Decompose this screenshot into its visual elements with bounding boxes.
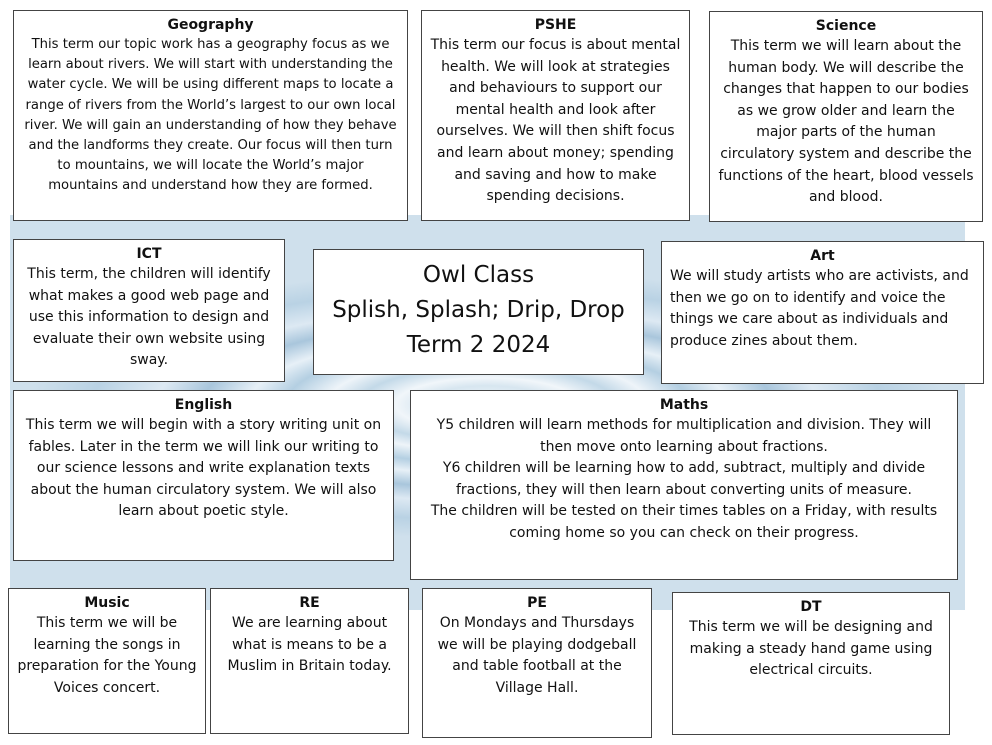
pe-heading: PE — [527, 595, 547, 611]
dt-text: This term we will be designing and making a steady hand game using electrical circuits. — [689, 619, 933, 679]
re-heading: RE — [299, 595, 320, 611]
re-text: We are learning about what is means to be a Muslim in Britain today. — [227, 615, 392, 675]
science-box — [709, 11, 983, 222]
geography-text: This term our topic work has a geography focus as we learn about rivers. We will start with understanding the water cycle. We will be using different maps to locate a range of rivers from the World’s largest to our own local river. We will gain an understanding of how they behave and the landforms they create. Our focus will then turn to mountains, we will locate the World’s major mountains and understand how they are formed. — [24, 37, 397, 194]
ict-text: This term, the children will identify what makes a good web page and use this information to design and evaluate their own website using sway. — [27, 266, 271, 369]
maths-text-y5: Y5 children will learn methods for multiplication and division. They will then move onto learning about fractions. — [436, 417, 932, 455]
class-name-title: Owl Class — [422, 262, 535, 288]
dt-box — [672, 592, 950, 735]
science-text: This term we will learn about the human body. We will describe the changes that happen to our bodies as we grow older and learn the major parts of the human circulatory system and describe the functions of the heart, blood vessels and blood. — [718, 38, 974, 206]
maths-text-times-tables: The children will be tested on their times tables on a Friday, with results coming home so you can check on their progress. — [430, 503, 938, 541]
english-text: This term we will begin with a story writing unit on fables. Later in the term we will link our writing to our science lessons and write explanation texts about the human circulatory system. We will also learn about poetic style. — [25, 417, 382, 520]
maths-text-y6: Y6 children will be learning how to add, subtract, multiply and divide fractions, they will then learn about converting units of measure. — [442, 460, 926, 498]
english-heading: English — [174, 397, 233, 413]
pshe-text: This term our focus is about mental health. We will look at strategies and behaviours to support our mental health and look after ourselves. We will then shift focus and learn about money; spending and saving and how to make spending decisions. — [430, 37, 681, 205]
art-heading: Art — [810, 248, 835, 264]
pshe-heading: PSHE — [534, 17, 577, 33]
re-box — [210, 588, 409, 734]
class-title-box — [313, 249, 644, 375]
art-box — [661, 241, 984, 384]
pe-text: On Mondays and Thursdays we will be playing dodgeball and table football at the Village Hall. — [437, 615, 637, 696]
maths-heading: Maths — [659, 397, 709, 413]
topic-title: Splish, Splash; Drip, Drop — [332, 297, 625, 323]
geography-box — [13, 10, 408, 221]
art-text: We will study artists who are activists, and then we go on to identify and voice the things we care about as individuals and produce zines about them. — [670, 268, 969, 349]
music-text: This term we will be learning the songs in preparation for the Young Voices concert. — [17, 615, 197, 696]
term-title: Term 2 2024 — [406, 332, 551, 358]
music-heading: Music — [84, 595, 130, 611]
english-box — [13, 390, 394, 561]
music-box — [8, 588, 206, 734]
pe-box — [422, 588, 652, 738]
science-heading: Science — [815, 18, 877, 34]
maths-box — [410, 390, 958, 580]
ict-box — [13, 239, 285, 382]
pshe-box — [421, 10, 690, 221]
dt-heading: DT — [800, 599, 822, 615]
ict-heading: ICT — [136, 246, 162, 262]
geography-heading: Geography — [167, 17, 254, 33]
